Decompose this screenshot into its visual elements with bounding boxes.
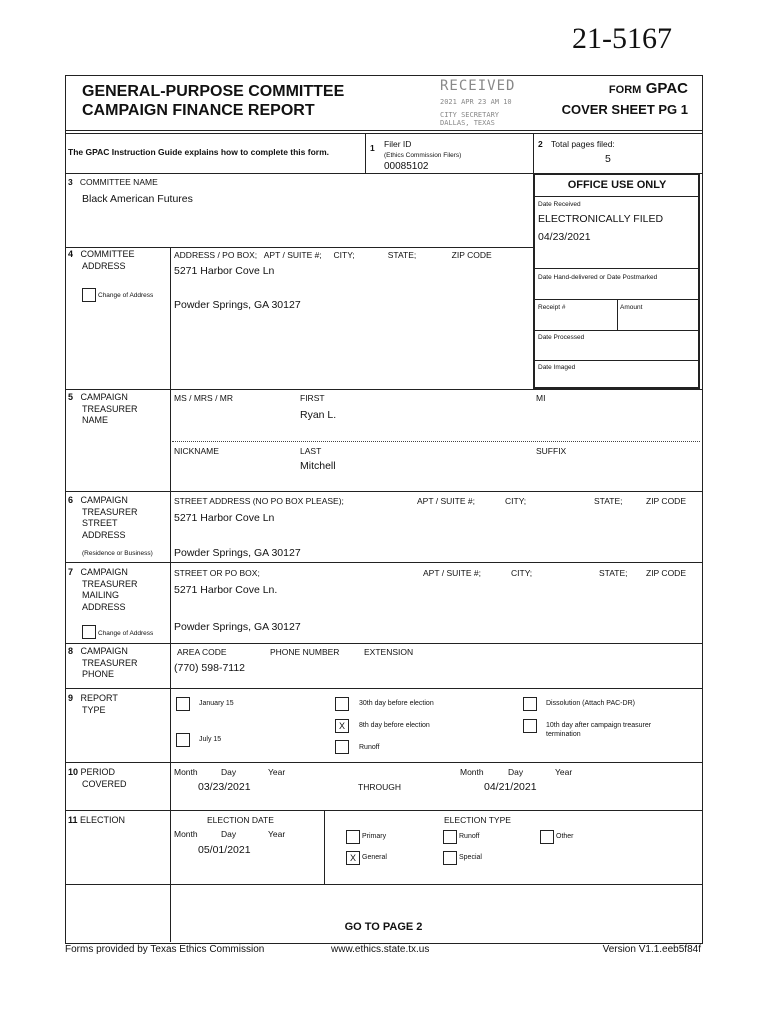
runoff-report-checkbox[interactable] [335,740,349,754]
street-address-header: STREET ADDRESS (NO PO BOX PLEASE); [174,496,344,506]
mailing-zip-header: ZIP CODE [646,568,686,578]
date-processed-label: Date Processed [538,334,585,341]
office-use-title: OFFICE USE ONLY [567,179,667,191]
treasurer-mailing-label3: MAILING [82,590,120,600]
period-to-day-label: Day [508,767,524,777]
total-pages-value[interactable]: 5 [605,153,611,165]
election-date-value[interactable]: 05/01/2021 [198,844,251,856]
date-imaged-label: Date Imaged [538,364,576,371]
footer-version: Version V1.1.eeb5f84f [602,944,701,955]
period-covered-label [68,767,127,790]
10th-day-label-line2: termination [546,731,581,738]
stamp-line2: CITY SECRETARY [440,111,500,119]
10th-day-label-line1: 10th day after campaign treasurer [546,722,652,729]
change-of-address-checkbox[interactable] [82,288,96,302]
report-type-label1: REPORT [80,693,118,703]
july-15-label: July 15 [199,736,222,743]
go-to-page-2: GO TO PAGE 2 [344,921,423,933]
period-covered-label1: PERIOD [80,767,116,777]
treasurer-phone-number: 8 [68,646,74,656]
general-label: General [362,854,387,861]
committee-name-text: COMMITTEE NAME [79,177,158,187]
primary-label: Primary [362,833,387,840]
street-state-header: STATE; [594,496,623,506]
report-type-label2: TYPE [82,704,106,715]
treasurer-name-label1: CAMPAIGN [80,392,128,402]
mailing-change-of-address-label: Change of Address [98,630,154,637]
form-title-line1: GENERAL-PURPOSE COMMITTEE [82,83,345,100]
period-to-year-label: Year [555,767,573,777]
committee-name-value[interactable]: Black American Futures [82,193,193,205]
period-from-value[interactable]: 03/23/2021 [198,781,251,793]
mi-label: MI [536,393,546,403]
suffix-label: SUFFIX [536,446,567,456]
form-word: FORM [608,84,642,96]
period-to-value[interactable]: 04/21/2021 [484,781,537,793]
filer-id-number: 1 [370,143,375,153]
stamp-line3: DALLAS, TEXAS [440,119,495,127]
report-type-number: 9 [68,693,74,703]
through-label: THROUGH [358,782,401,792]
election-month-label: Month [174,829,198,839]
form-title-line2: CAMPAIGN FINANCE REPORT [82,102,315,119]
period-covered-number: 10 [68,767,79,777]
filer-id-value[interactable]: 00085102 [384,161,429,172]
committee-address-header: ADDRESS / PO BOX; APT / SUITE #; CITY; STATE; ZIP CODE [174,250,492,260]
treasurer-mailing-label4: ADDRESS [82,601,126,612]
committee-address-line2[interactable]: Powder Springs, GA 30127 [174,299,301,311]
treasurer-phone-label1: CAMPAIGN [80,646,128,656]
treasurer-name-label2: TREASURER [82,403,138,414]
treasurer-street-line2[interactable]: Powder Springs, GA 30127 [174,547,301,559]
treasurer-street-label1: CAMPAIGN [80,495,128,505]
committee-address-label1: COMMITTEE [80,249,135,259]
july-15-checkbox[interactable] [176,733,190,747]
committee-name-label [68,177,158,187]
30th-day-label: 30th day before election [359,700,434,707]
election-year-label: Year [268,829,286,839]
form-code [560,80,688,98]
treasurer-name-label [68,392,138,427]
special-label: Special [459,854,482,861]
period-covered-label2: COVERED [82,778,127,789]
stamp-line1: 2021 APR 23 AM 10 [440,98,512,106]
treasurer-mailing-number: 7 [68,567,74,577]
form-title [82,82,344,120]
committee-address-label2: ADDRESS [82,260,126,271]
election-label [68,815,125,827]
dissolution-checkbox[interactable] [523,697,537,711]
treasurer-mailing-label1: CAMPAIGN [80,567,128,577]
10th-day-checkbox[interactable] [523,719,537,733]
10th-day-label [546,721,651,739]
change-of-address-label: Change of Address [98,292,154,299]
january-15-checkbox[interactable] [176,697,190,711]
mailing-apt-header: APT / SUITE #; [423,568,481,578]
treasurer-street-line1[interactable]: 5271 Harbor Cove Ln [174,512,275,524]
treasurer-street-number: 6 [68,495,74,505]
date-received-date: 04/23/2021 [538,231,591,243]
first-name-label: FIRST [300,393,325,403]
mailing-change-of-address-checkbox[interactable] [82,625,96,639]
special-checkbox[interactable] [443,851,457,865]
phone-value[interactable]: (770) 598-7112 [174,662,246,674]
dissolution-label: Dissolution (Attach PAC-DR) [546,700,635,707]
general-checkbox[interactable]: X [346,851,360,865]
period-from-day-label: Day [221,767,237,777]
election-date-label: ELECTION DATE [207,815,274,825]
hand-delivered-label: Date Hand-delivered or Date Postmarked [538,274,658,281]
amount-label: Amount [620,304,643,311]
election-type-label: ELECTION TYPE [444,815,511,825]
total-pages-label: Total pages filed: [551,139,615,149]
committee-name-number: 3 [68,177,73,187]
document-number: 21-5167 [572,22,672,55]
treasurer-name-label3: NAME [82,415,109,425]
phone-number-label: PHONE NUMBER [270,647,340,657]
treasurer-phone-label [68,646,138,681]
period-from-month-label: Month [174,767,198,777]
treasurer-phone-label3: PHONE [82,669,115,679]
runoff-election-checkbox[interactable] [443,830,457,844]
date-received-value: ELECTRONICALLY FILED [538,213,664,225]
committee-address-number: 4 [68,249,74,259]
treasurer-mailing-line1[interactable]: 5271 Harbor Cove Ln. [174,584,278,596]
date-received-label: Date Received [538,201,581,208]
treasurer-phone-label2: TREASURER [82,657,138,668]
filer-id-label: Filer ID [384,139,412,149]
report-type-label [68,693,118,716]
street-apt-header: APT / SUITE #; [417,496,475,506]
january-15-label: January 15 [199,700,234,707]
runoff-election-label: Runoff [459,833,480,840]
cover-sheet-label: COVER SHEET PG 1 [561,102,688,117]
total-pages-number: 2 [538,139,543,149]
treasurer-mailing-line2[interactable]: Powder Springs, GA 30127 [174,621,301,633]
receipt-label: Receipt # [538,304,566,311]
last-name-value[interactable]: Mitchell [300,460,336,472]
primary-checkbox[interactable] [346,830,360,844]
footer-provided: Forms provided by Texas Ethics Commission [65,944,265,955]
extension-label: EXTENSION [364,647,414,657]
filer-id-sublabel: (Ethics Commission Filers) [384,152,462,159]
received-stamp [440,78,515,127]
election-number: 11 [68,815,78,825]
treasurer-street-label2: TREASURER [82,506,138,517]
period-to-month-label: Month [460,767,484,777]
area-code-label: AREA CODE [177,647,227,657]
other-checkbox[interactable] [540,830,554,844]
instructions-text: The GPAC Instruction Guide explains how to complete this form. [68,147,330,157]
treasurer-street-label3: STREET [82,518,118,528]
footer-url: www.ethics.state.tx.us [331,944,430,955]
treasurer-street-label4: ADDRESS [82,529,126,540]
mailing-street-header: STREET OR PO BOX; [174,568,260,578]
mailing-city-header: CITY; [511,568,533,578]
runoff-report-label: Runoff [359,744,380,751]
committee-address-label [68,249,135,272]
8th-day-label: 8th day before election [359,722,430,729]
30th-day-checkbox[interactable] [335,697,349,711]
other-label: Other [556,833,574,840]
treasurer-street-label [68,495,138,541]
committee-address-line1[interactable]: 5271 Harbor Cove Ln [174,265,275,277]
treasurer-name-number: 5 [68,392,74,402]
first-name-value[interactable]: Ryan L. [300,409,337,421]
stamp-received: RECEIVED [440,78,516,94]
period-from-year-label: Year [268,767,286,777]
street-city-header: CITY; [505,496,527,506]
8th-day-checkbox[interactable]: X [335,719,349,733]
election-day-label: Day [221,829,237,839]
form-code-value: GPAC [645,80,688,97]
last-name-label: LAST [300,446,322,456]
nickname-label: NICKNAME [174,446,219,456]
salutation-label: MS / MRS / MR [174,393,234,403]
treasurer-mailing-label [68,567,138,613]
mailing-state-header: STATE; [599,568,628,578]
treasurer-mailing-label2: TREASURER [82,578,138,589]
election-label-text: ELECTION [80,815,126,825]
street-zip-header: ZIP CODE [646,496,686,506]
residence-note: (Residence or Business) [82,550,153,557]
